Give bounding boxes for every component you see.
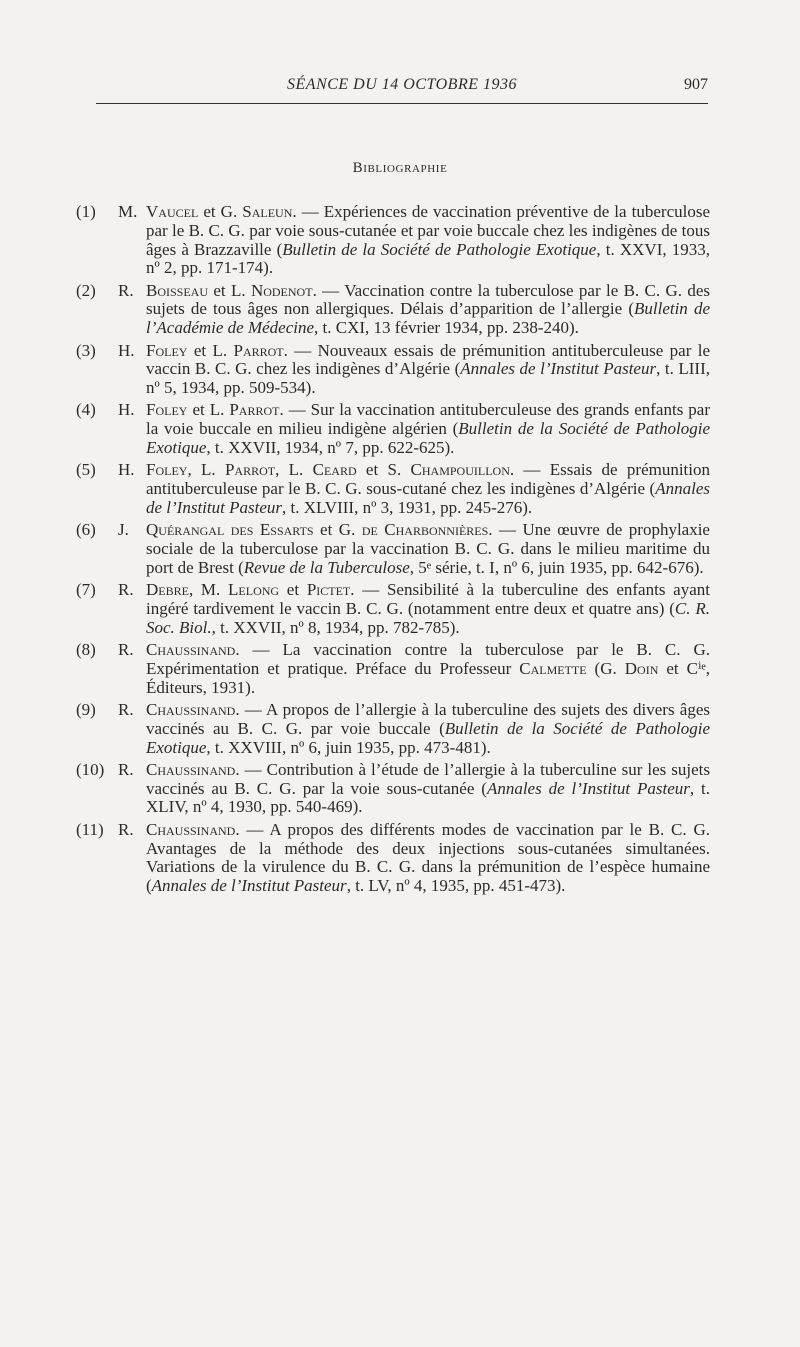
citation-text: . — Sur la vaccination antituberculeuse des grands enfants par la voie buccale en milieu indigène algérien ( [146, 400, 710, 439]
citation-text: , t. XXVI, 1933, nº 2, pp. 171-174). [146, 239, 711, 278]
citation-text: , t. XXVII, 1934, nº 7, pp. 622-625). [206, 438, 455, 458]
author-name: Parrot [229, 400, 280, 420]
entry-initial: R. [118, 759, 134, 779]
entry-text [146, 821, 710, 896]
citation-text: (G. [586, 658, 625, 678]
citation-text: et Cⁱᵉ, Éditeurs, 1931). [146, 658, 710, 697]
entry-number: (3) [76, 340, 96, 360]
entry-text [146, 701, 710, 757]
entry-number: (8) [76, 640, 96, 660]
citation-text: et L. [208, 280, 251, 300]
citation-text: et [279, 580, 307, 600]
citation-text: et L. [187, 400, 230, 420]
citation-text: , M. [188, 580, 229, 600]
citation-text: , L. [187, 460, 225, 480]
entry-text [146, 761, 710, 817]
citation-text: et G. [198, 202, 243, 221]
author-name: de Charbonnières [361, 520, 489, 540]
page-number: 907 [684, 76, 708, 93]
entry-number: (11) [76, 819, 104, 839]
author-name: Chaussinand [146, 819, 236, 839]
author-name: Foley [146, 400, 188, 420]
running-title: SÉANCE DU 14 OCTOBRE 1936 [287, 76, 517, 93]
entry-text [146, 401, 710, 457]
citation-text: et S. [356, 460, 411, 480]
entry-text [146, 641, 710, 697]
bibliography-entry [76, 521, 710, 577]
citation-text: , t. XLIV, nº 4, 1930, pp. 540-469). [146, 778, 710, 817]
bibliography-entry [76, 761, 710, 817]
citation-text: . — Essais de prémunition antituberculeuse par le B. C. G. sous-cutané chez les indigènes d’Algérie ( [146, 460, 711, 499]
entry-number: (5) [76, 460, 96, 480]
author-name: Saleun [242, 202, 293, 221]
author-name: Chaussinand [146, 699, 236, 719]
author-name: Vaucel [146, 202, 199, 221]
entry-initial: J. [118, 520, 129, 540]
citation-text: et L. [187, 340, 234, 360]
citation-text: . — A propos de l’allergie à la tuberculine des sujets des divers âges vaccinés au B. C. G. par voie buccale ( [146, 699, 710, 738]
entry-initial: R. [118, 580, 134, 600]
citation-text: , t. XXVIII, nº 6, juin 1935, pp. 473-481). [206, 737, 491, 757]
citation-text: , t. XLVIII, nº 3, 1931, pp. 245-276). [281, 497, 533, 517]
journal-title: Bulletin de la Société de Pathologie Exotique [146, 419, 710, 458]
entry-text [146, 521, 710, 577]
entry-initial: H. [118, 340, 135, 360]
author-name: Chaussinand [146, 640, 236, 660]
entry-initial: R. [118, 640, 134, 660]
citation-text: et G. [313, 520, 362, 540]
entry-initial: R. [118, 699, 134, 719]
citation-text: , 5ᵉ série, t. I, nº 6, juin 1935, pp. 642-676). [409, 557, 704, 577]
entry-initial: M. [118, 202, 138, 221]
citation-text: . — Sensibilité à la tuberculine des enfants ayant ingéré tardivement le vaccin B. C. G. (notamment entre deux et quatre ans) ( [146, 580, 710, 618]
entry-text [146, 342, 710, 398]
author-name: Parrot [233, 340, 284, 360]
citation-text: , t. LV, nº 4, 1935, pp. 451-473). [346, 876, 566, 896]
author-name: Champouillon [410, 460, 510, 480]
citation-text: . — Nouveaux essais de prémunition antituberculeuse par le vaccin B. C. G. chez les indigènes d’Algérie ( [146, 340, 711, 379]
citation-text: , t. XXVII, nº 8, 1934, pp. 782-785). [211, 617, 460, 637]
journal-title: Revue de la Tuberculose [243, 557, 410, 577]
author-name: Boisseau [146, 280, 209, 300]
entry-number: (9) [76, 699, 96, 719]
entry-initial: H. [118, 400, 135, 420]
author-name: Chaussinand [146, 759, 236, 779]
section-title: Bibliographie [352, 160, 448, 176]
page-header [96, 76, 708, 98]
author-name: Pictet [306, 580, 351, 600]
bibliography-entry [76, 641, 710, 697]
citation-text: , t. CXI, 13 février 1934, pp. 238-240). [314, 318, 579, 338]
entry-initial: R. [118, 280, 134, 300]
journal-title: Bulletin de l’Académie de Médecine [146, 299, 710, 338]
journal-title: Annales de l’Institut Pasteur [146, 479, 710, 517]
entry-number: (2) [76, 280, 96, 300]
author-name: Quérangal des Essarts [146, 520, 314, 540]
bibliography-entry [76, 821, 710, 896]
author-name: Lelong [228, 580, 280, 600]
author-name: Doin [624, 658, 659, 678]
journal-title: Annales de l’Institut Pasteur [460, 359, 657, 379]
citation-text: , L. [275, 460, 313, 480]
entry-text [146, 282, 710, 338]
author-name: Debre [146, 580, 189, 600]
bibliography-list [76, 203, 710, 899]
citation-text: . — Expériences de vaccination préventive de la tuberculose par le B. C. G. par voie sous-cutanée et par voie buccale chez les indigènes de tous âges à Brazzaville ( [146, 202, 710, 259]
citation-text: . — La vaccination contre la tuberculose par le B. C. G. Expérimentation et pratique. Préface du Professeur [146, 640, 710, 678]
author-name: Calmette [519, 658, 587, 678]
author-name: Foley [146, 340, 188, 360]
journal-title: Annales de l’Institut Pasteur [486, 778, 690, 798]
entry-number: (4) [76, 400, 96, 420]
journal-title: Annales de l’Institut Pasteur [151, 876, 347, 896]
entry-initial: H. [118, 460, 135, 480]
journal-title: Bulletin de la Société de Pathologie Exotique [282, 239, 597, 259]
header-rule [96, 103, 708, 104]
bibliography-entry [76, 342, 710, 398]
entry-number: (1) [76, 202, 96, 221]
bibliography-entry [76, 203, 710, 278]
citation-text: . — Une œuvre de prophylaxie sociale de la tuberculose par la vaccination B. C. G. dans le milieu maritime du port de Brest ( [146, 520, 710, 577]
bibliography-entry [76, 581, 710, 637]
author-name: Nodenot [250, 280, 313, 300]
bibliography-entry [76, 401, 710, 457]
bibliography-entry [76, 282, 710, 338]
entry-number: (10) [76, 759, 105, 779]
journal-title: C. R. Soc. Biol. [146, 598, 710, 637]
entry-text [146, 203, 710, 278]
journal-title: Bulletin de la Société de Pathologie Exotique [146, 718, 710, 757]
entry-number: (7) [76, 580, 96, 600]
entry-initial: R. [118, 819, 134, 839]
entry-number: (6) [76, 520, 96, 540]
bibliography-entry [76, 461, 710, 517]
author-name: Foley [146, 460, 188, 480]
author-name: Parrot [224, 460, 276, 480]
entry-text [146, 461, 710, 517]
entry-text [146, 581, 710, 637]
citation-text: . — Contribution à l’étude de l’allergie à la tuberculine sur les sujets vaccinés au B. C. G. par la voie sous-cutanée ( [146, 759, 710, 798]
citation-text: . — A propos des différents modes de vaccination par le B. C. G. Avantages de la méthode des deux injections sous-cutanées simultanées. Variations de la virulence du B. C. G. dans la prémunition de l’espèce humaine ( [146, 819, 710, 896]
citation-text: , t. LIII, nº 5, 1934, pp. 509-534). [146, 359, 710, 398]
citation-text: . — Vaccination contre la tuberculose par le B. C. G. des sujets de tous âges non allergiques. Délais d’apparition de l’allergie ( [146, 280, 710, 319]
bibliography-entry [76, 701, 710, 757]
author-name: Ceard [312, 460, 357, 480]
